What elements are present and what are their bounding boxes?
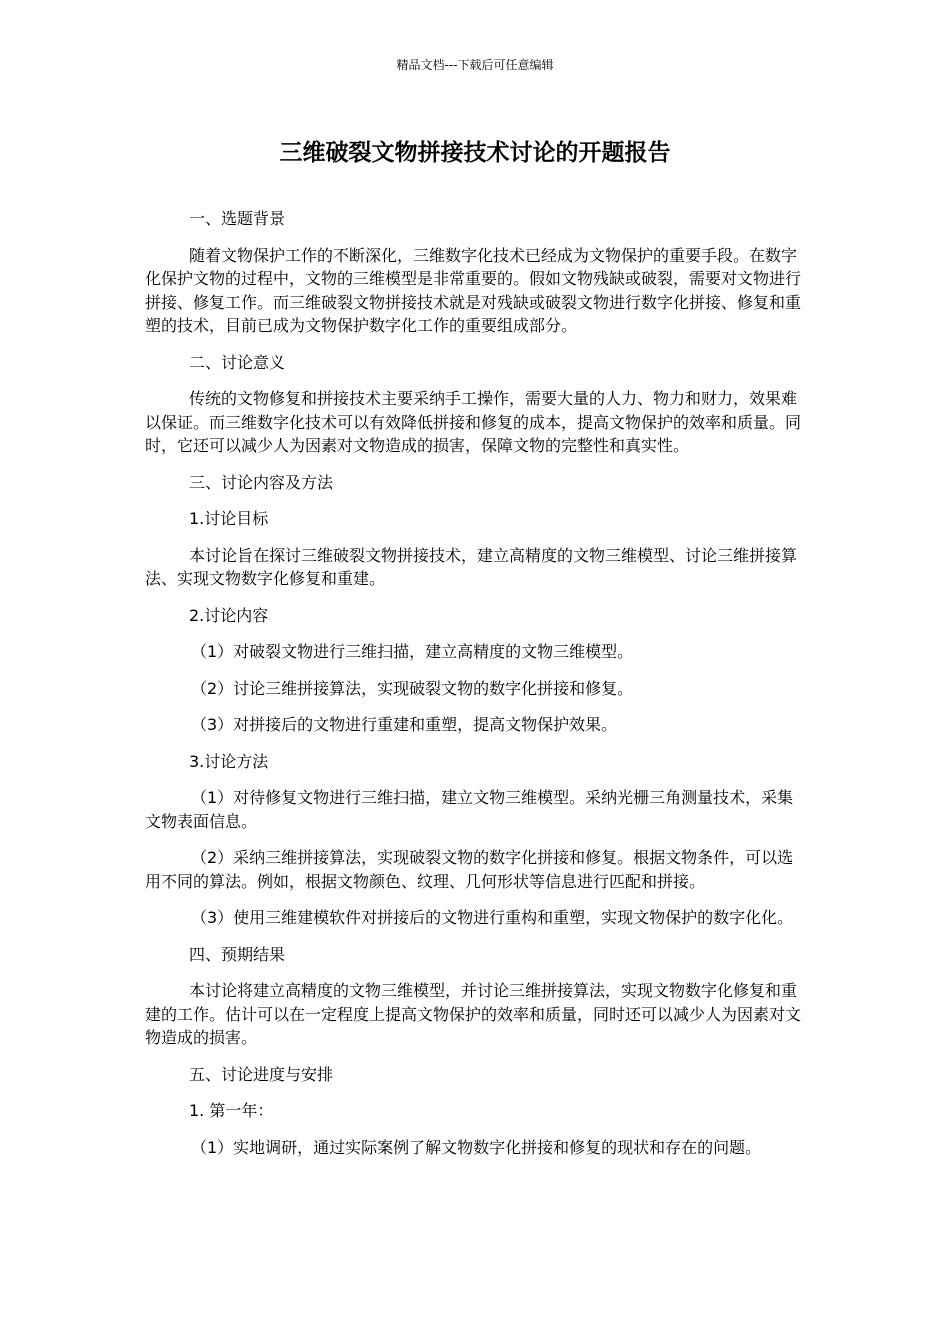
- document-title: 三维破裂文物拼接技术讨论的开题报告: [279, 140, 671, 166]
- subheading-methods: 3.讨论方法: [189, 751, 269, 771]
- section-heading-schedule: 五、讨论进度与安排: [189, 1064, 334, 1084]
- section-heading-expected-results: 四、预期结果: [189, 944, 286, 964]
- paragraph-goal: 本讨论旨在探讨三维破裂文物拼接技术，建立高精度的文物三维模型、讨论三维拼接算法、实现文物数字化修复和重建。: [145, 545, 798, 588]
- paragraph-background: 随着文物保护工作的不断深化，三维数字化技术已经成为文物保护的重要手段。在数字化保护文物的过程中，文物的三维模型是非常重要的。假如文物残缺或破裂，需要对文物进行拼接、修复工作。而三维破裂文物拼接技术就是对残缺或破裂文物进行数字化拼接、修复和重塑的技术，目前已成为文物保护数字化工作的重要组成部分。: [145, 245, 802, 335]
- subheading-content: 2.讨论内容: [189, 605, 269, 625]
- list-item: （3）对拼接后的文物进行重建和重塑，提高文物保护效果。: [191, 715, 618, 734]
- list-item: （2）讨论三维拼接算法，实现破裂文物的数字化拼接和修复。: [191, 678, 634, 698]
- list-item: （1）对待修复文物进行三维扫描，建立文物三维模型。采纳光栅三角测量技术，采集文物表面信息。: [145, 788, 794, 831]
- paragraph-expected-results: 本讨论将建立高精度的文物三维模型，并讨论三维拼接算法，实现文物数字化修复和重建的工作。估计可以在一定程度上提高文物保护的效率和质量，同时还可以减少人为因素对文物造成的损害。: [145, 981, 802, 1047]
- subheading-year-one: 1. 第一年：: [189, 1101, 274, 1120]
- paragraph-significance: 传统的文物修复和拼接技术主要采纳手工操作，需要大量的人力、物力和财力，效果难以保证。而三维数字化技术可以有效降低拼接和修复的成本，提高文物保护的效率和质量。同时，它还可以减少人为因素对文物造成的损害，保障文物的完整性和真实性。: [145, 389, 802, 455]
- subheading-goal: 1.讨论目标: [189, 509, 269, 528]
- list-item: （2）采纳三维拼接算法，实现破裂文物的数字化拼接和修复。根据文物条件，可以选用不同的算法。例如，根据文物颜色、纹理、几何形状等信息进行匹配和拼接。: [145, 848, 794, 891]
- section-heading-significance: 二、讨论意义: [189, 352, 286, 372]
- section-heading-content-methods: 三、讨论内容及方法: [189, 472, 334, 492]
- list-item: （1）对破裂文物进行三维扫描，建立高精度的文物三维模型。: [191, 642, 634, 661]
- list-item: （3）使用三维建模软件对拼接后的文物进行重构和重塑，实现文物保护的数字化化。: [191, 908, 794, 927]
- header-note: 精品文档---下载后可任意编辑: [396, 58, 554, 72]
- list-item: （1）实地调研，通过实际案例了解文物数字化拼接和修复的现状和存在的问题。: [191, 1137, 762, 1157]
- section-heading-background: 一、选题背景: [189, 209, 286, 228]
- document-body: [145, 207, 807, 1172]
